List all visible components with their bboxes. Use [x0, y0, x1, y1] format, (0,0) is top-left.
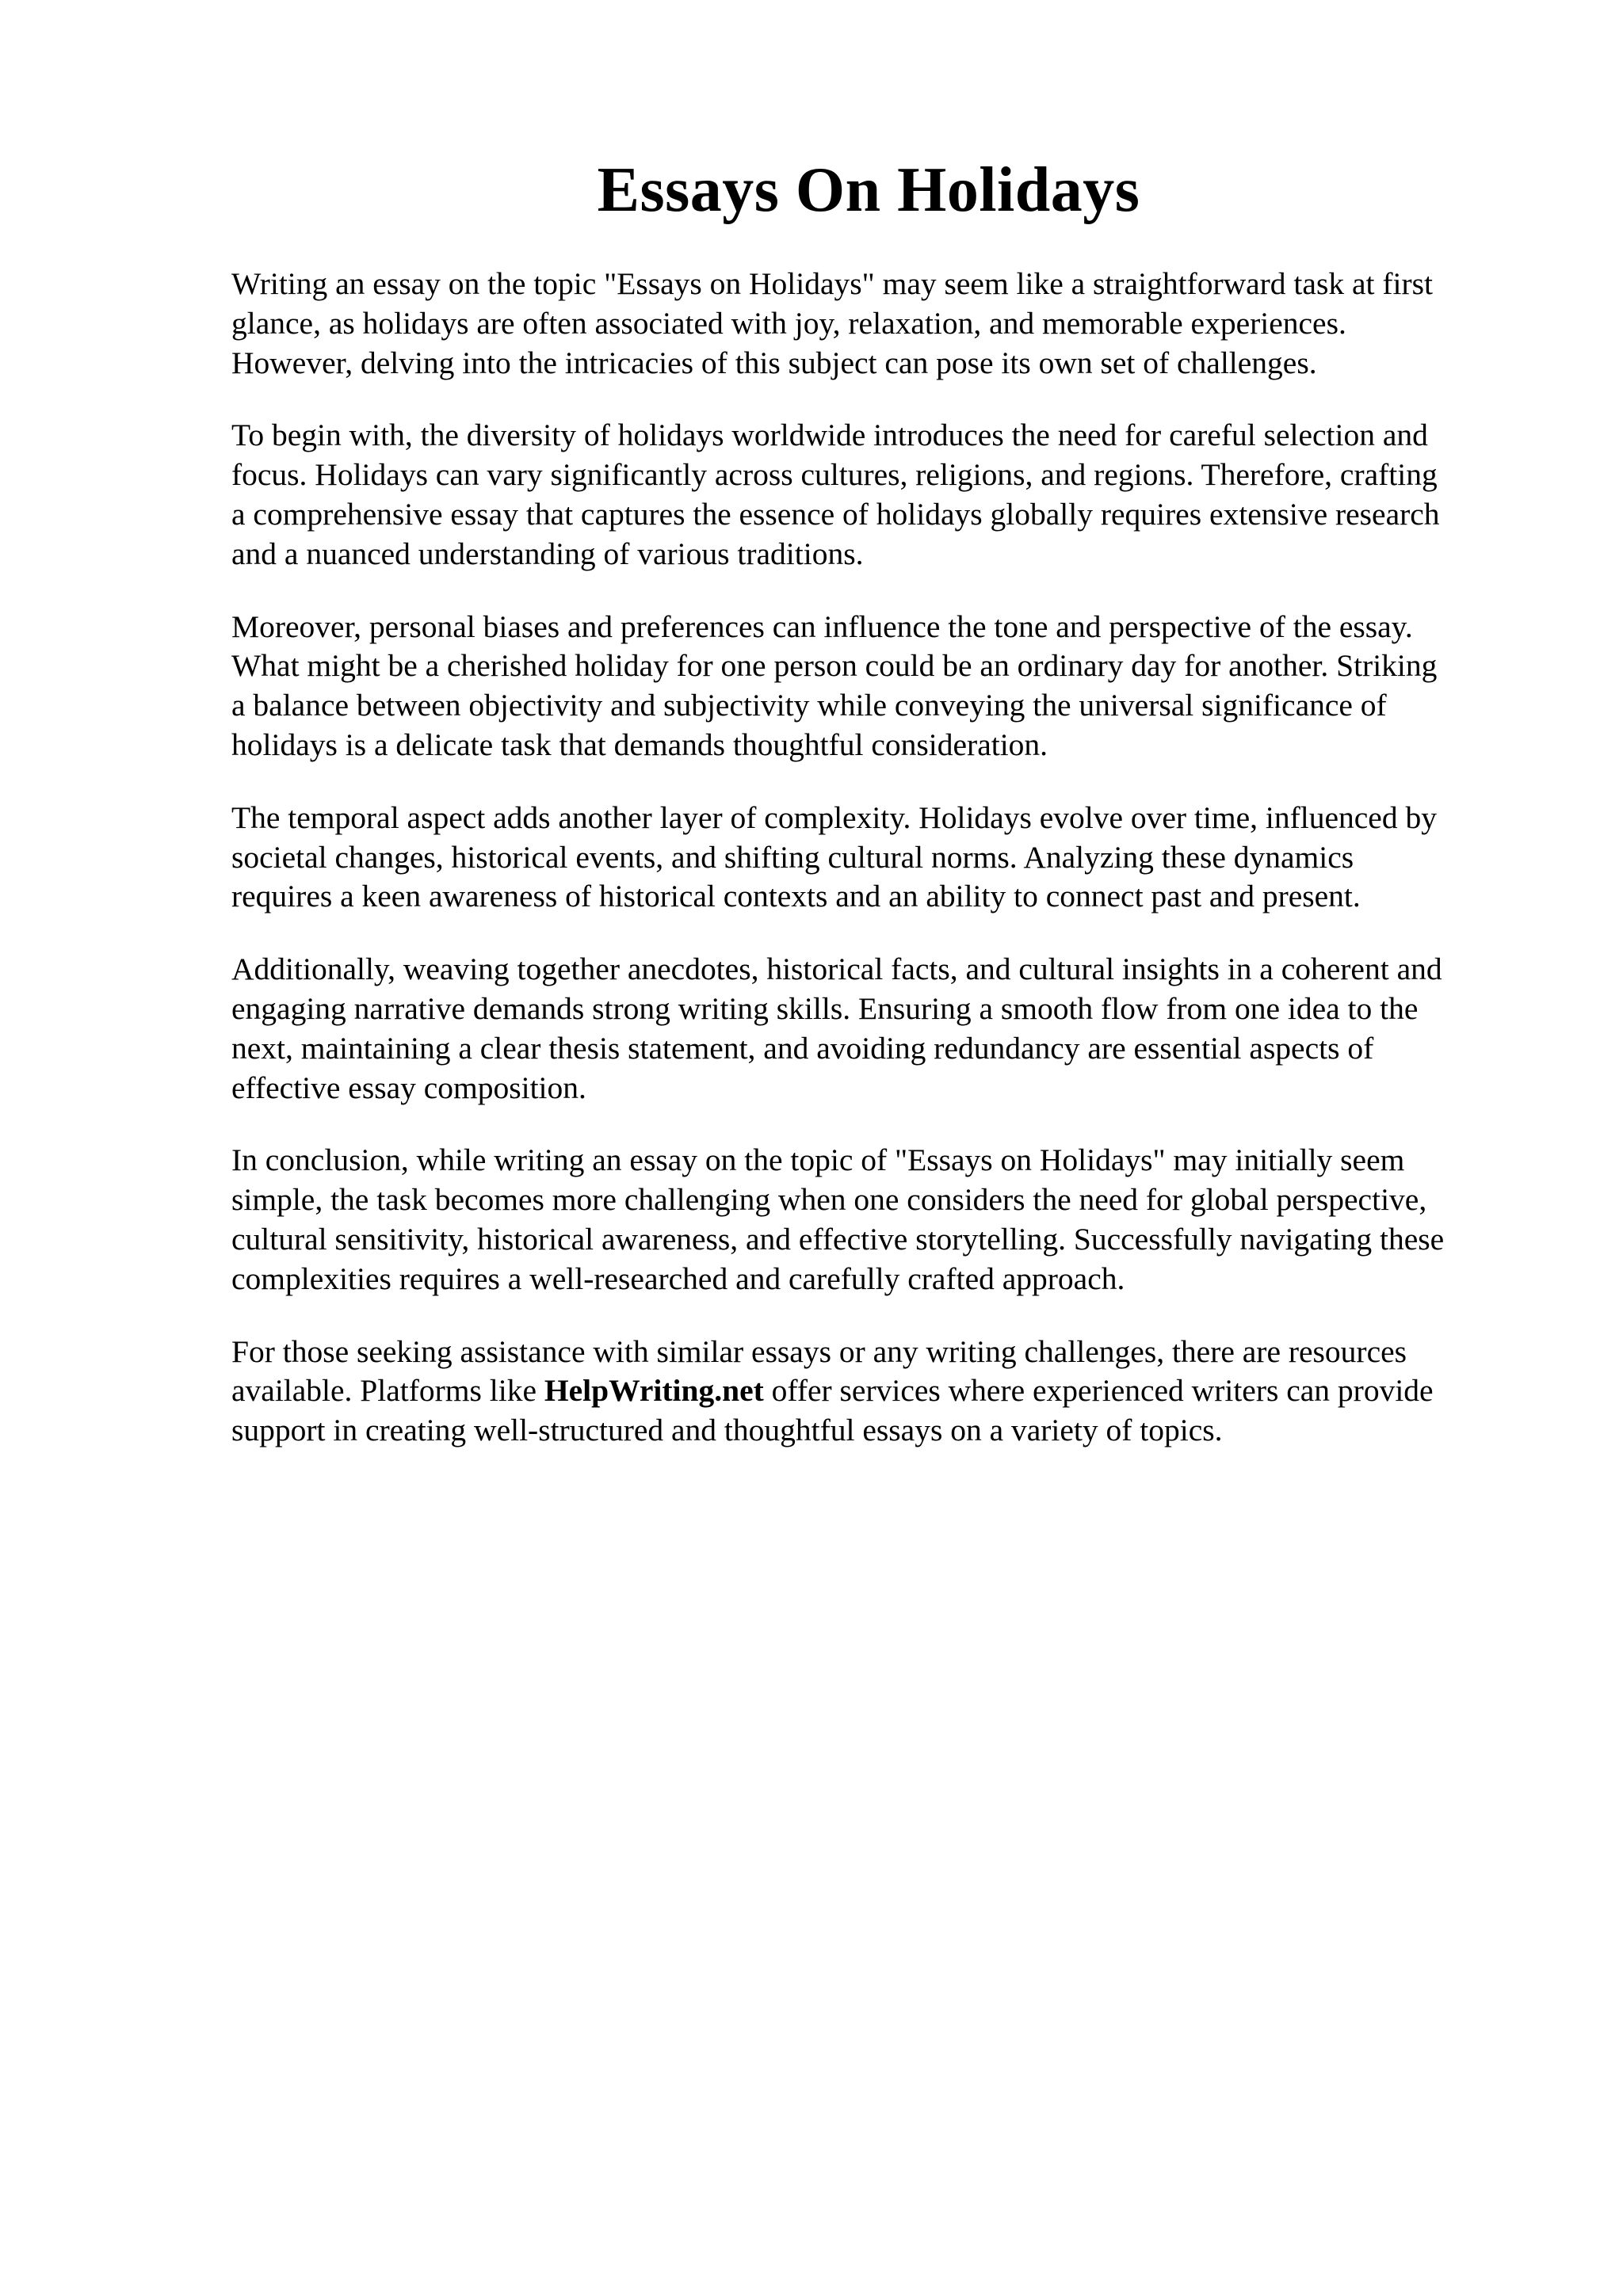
- text-line: a balance between objectivity and subjectivity while conveying the universal significance of: [231, 688, 1387, 723]
- text-line: focus. Holidays can vary significantly across cultures, religions, and regions. Therefore, crafting: [231, 457, 1438, 493]
- paragraph-diversity: [231, 416, 1518, 574]
- document-body: [231, 265, 1518, 1484]
- text-line: For those seeking assistance with similar essays or any writing challenges, there are resources: [231, 1333, 1407, 1369]
- text-line: holidays is a delicate task that demands thoughtful consideration.: [231, 727, 1048, 762]
- paragraph-closing: [231, 1333, 1518, 1451]
- text-line: requires a keen awareness of historical contexts and an ability to connect past and present.: [231, 879, 1361, 914]
- text-line: engaging narrative demands strong writing skills. Ensuring a smooth flow from one idea to the: [231, 990, 1419, 1026]
- text-line: Moreover, personal biases and preferences can influence the tone and perspective of the essay.: [231, 608, 1413, 644]
- text-line: [231, 1371, 1518, 1411]
- text-line: support in creating well-structured and thoughtful essays on a variety of topics.: [231, 1413, 1223, 1448]
- text-line: Additionally, weaving together anecdotes, historical facts, and cultural insights in a coherent and: [231, 952, 1442, 987]
- document-title: Essays On Holidays: [597, 155, 1140, 225]
- text-line: The temporal aspect adds another layer of complexity. Holidays evolve over time, influenced by: [231, 799, 1437, 835]
- text-line: What might be a cherished holiday for one person could be an ordinary day for another. Striking: [231, 648, 1438, 684]
- text-line: However, delving into the intricacies of this subject can pose its own set of challenges.: [231, 345, 1317, 380]
- paragraph-conclusion: [231, 1141, 1518, 1299]
- text-line: and a nuanced understanding of various traditions.: [231, 536, 864, 571]
- paragraph-narrative: [231, 950, 1518, 1108]
- text-line: glance, as holidays are often associated with joy, relaxation, and memorable experiences.: [231, 305, 1346, 341]
- text-fragment: offer services where experienced writers can provide: [763, 1373, 1434, 1409]
- paragraph-intro: [231, 265, 1518, 383]
- brand-name: HelpWriting.net: [544, 1373, 764, 1409]
- paragraph-biases: [231, 608, 1518, 765]
- text-line: societal changes, historical events, and shifting cultural norms. Analyzing these dynamics: [231, 839, 1354, 875]
- text-line: simple, the task becomes more challenging when one considers the need for global perspective,: [231, 1182, 1427, 1218]
- text-line: a comprehensive essay that captures the essence of holidays globally requires extensive research: [231, 496, 1440, 532]
- text-line: cultural sensitivity, historical awareness, and effective storytelling. Successfully navigating these: [231, 1221, 1445, 1257]
- text-line: To begin with, the diversity of holidays worldwide introduces the need for careful selection and: [231, 418, 1428, 453]
- text-line: In conclusion, while writing an essay on the topic of "Essays on Holidays" may initially seem: [231, 1142, 1405, 1178]
- text-line: complexities requires a well-researched and carefully crafted approach.: [231, 1261, 1125, 1296]
- text-fragment: available. Platforms like: [231, 1373, 544, 1409]
- paragraph-temporal: [231, 799, 1518, 917]
- text-line: effective essay composition.: [231, 1070, 586, 1105]
- text-line: Writing an essay on the topic "Essays on Holidays" may seem like a straightforward task at first: [231, 266, 1433, 301]
- text-line: next, maintaining a clear thesis statement, and avoiding redundancy are essential aspects of: [231, 1030, 1374, 1066]
